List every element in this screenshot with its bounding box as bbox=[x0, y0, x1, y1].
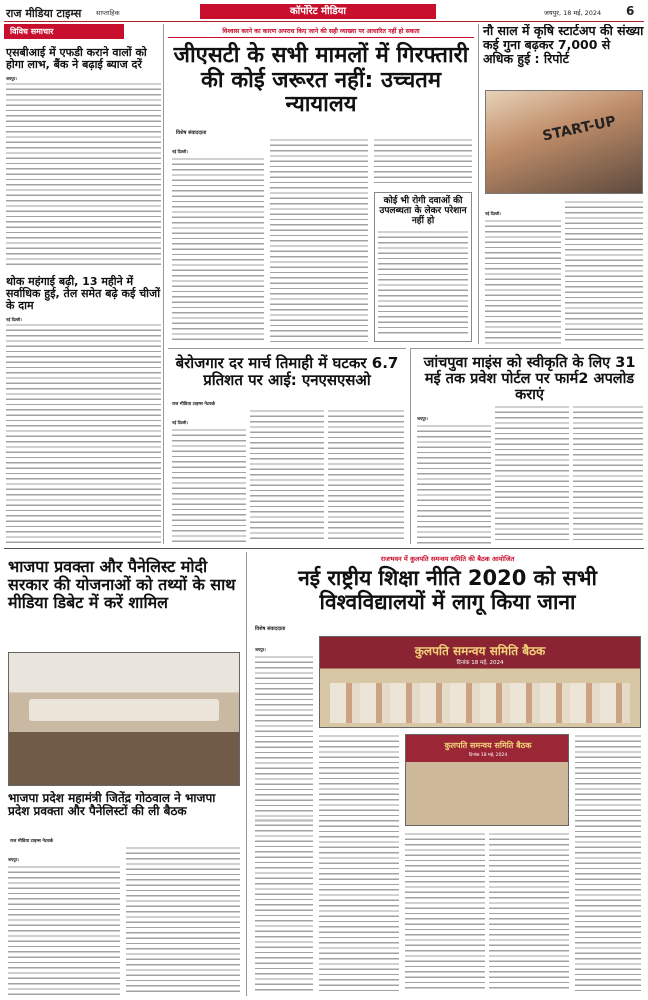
bjp-dateline: जयपुर। bbox=[8, 857, 19, 862]
lead-column-1 bbox=[172, 138, 264, 342]
unemployment-column-2 bbox=[250, 409, 324, 543]
issue-date: जयपुर, 18 मई, 2024 bbox=[544, 9, 602, 17]
sidebar-story1-headline: एसबीआई में एफडी कराने वालों को होगा लाभ, बैंक ने बढ़ाई ब्याज दरें bbox=[6, 46, 147, 72]
infobox-headline: कोई भी रोगी दवाओं की उपलब्धता के लेकर परेशान नहीं हो bbox=[379, 196, 467, 227]
lead-kicker: विश्वास करने का कारण अपराध किए जाने की सही व्याख्या पर आधारित नहीं हो सकता bbox=[168, 24, 474, 38]
startup-column-2 bbox=[565, 200, 643, 342]
bjp-byline: राज मीडिया टाइम्स नेटवर्क bbox=[10, 839, 54, 844]
sidebar-story2-dateline: नई दिल्ली। bbox=[6, 316, 22, 322]
education-photo-1 bbox=[319, 636, 641, 728]
sidebar-section-label: विविध समाचार bbox=[4, 24, 124, 39]
education-column-5 bbox=[489, 832, 569, 992]
unemployment-column-1 bbox=[172, 409, 246, 543]
sidebar-story2-body bbox=[6, 317, 161, 544]
lead-column-3 bbox=[374, 138, 472, 186]
masthead bbox=[4, 4, 644, 22]
mines-column-2 bbox=[495, 405, 569, 543]
mines-column-1 bbox=[417, 405, 491, 543]
lead-column-2 bbox=[270, 138, 368, 342]
startup-dateline: नई दिल्ली। bbox=[485, 211, 501, 216]
education-headline: नई राष्ट्रीय शिक्षा नीति 2020 को सभी विश्वविद्यालयों में लागू किया जाना bbox=[298, 566, 597, 614]
education-column-6 bbox=[575, 734, 641, 992]
bjp-column-1 bbox=[8, 846, 120, 994]
education-kicker: राजभवन में कुलपति समन्वय समिति की बैठक आयोजित bbox=[380, 555, 515, 563]
bjp-photo bbox=[8, 652, 240, 786]
sidebar-story2-headline: थोक महंगाई बढ़ी, 13 महीने में सर्वाधिक हुई, तेल समेत बढ़े कई चीजों के दाम bbox=[6, 274, 161, 313]
mines-story bbox=[410, 348, 644, 544]
education-column-4 bbox=[405, 832, 485, 992]
sidebar bbox=[4, 24, 164, 544]
sidebar-story1-dateline: जयपुर। bbox=[6, 75, 17, 81]
unemployment-column-3 bbox=[328, 409, 404, 543]
unemployment-dateline: नई दिल्ली। bbox=[172, 420, 188, 425]
lead-story bbox=[168, 24, 474, 344]
education-byline: विशेष संवाददाता bbox=[255, 626, 286, 632]
section-banner: कॉर्पोरेट मीडिया bbox=[200, 4, 436, 19]
photo1-date: दिनांक 18 मई, 2024 bbox=[456, 660, 504, 666]
bjp-story bbox=[4, 552, 242, 996]
unemployment-headline: बेरोजगार दर मार्च तिमाही में घटकर 6.7 प्रतिशत पर आई: एनएसएसओ bbox=[175, 354, 399, 389]
education-photo-2 bbox=[405, 734, 569, 826]
bjp-caption: भाजपा प्रदेश महामंत्री जितेंद्र गोठवाल ने भाजपा प्रदेश प्रवक्ता और पैनेलिस्टों की ली बैठक bbox=[8, 791, 216, 819]
lead-dateline: नई दिल्ली। bbox=[172, 149, 188, 154]
education-story bbox=[246, 552, 644, 996]
mines-dateline: जयपुर। bbox=[417, 416, 428, 421]
section-divider bbox=[4, 548, 644, 549]
lead-byline: विशेष संवाददाता bbox=[176, 130, 207, 136]
sidebar-story1-body bbox=[6, 76, 161, 264]
mines-headline: जांचपुवा माइंस को स्वीकृति के लिए 31 मई तक प्रवेश पोर्टल पर फार्म2 अपलोड कराएं bbox=[423, 355, 636, 404]
startup-photo bbox=[485, 90, 643, 194]
unemployment-story bbox=[168, 348, 406, 544]
startup-headline: नौ साल में कृषि स्टार्टअप की संख्या कई गुना बढ़कर 7,000 से अधिक हुई : रिपोर्ट bbox=[483, 24, 644, 66]
startup-column-1 bbox=[485, 200, 561, 342]
page-number: 6 bbox=[626, 4, 635, 18]
education-column-3 bbox=[255, 818, 313, 992]
bjp-headline: भाजपा प्रवक्ता और पैनेलिस्ट मोदी सरकार की योजनाओं को तथ्यों के साथ मीडिया डिबेट में करें शामिल bbox=[8, 557, 236, 612]
education-column-1 bbox=[255, 636, 313, 812]
startup-photo-text: START-UP bbox=[541, 113, 618, 145]
unemployment-byline: राज मीडिया टाइम्स नेटवर्क bbox=[172, 402, 216, 407]
education-column-2 bbox=[319, 734, 399, 992]
photo2-date: दिनांक 18 मई, 2024 bbox=[468, 753, 508, 758]
photo1-banner: कुलपति समन्वय समिति बैठक bbox=[414, 644, 546, 658]
lead-headline: जीएसटी के सभी मामलों में गिरफ्तारी की कोई जरूरत नहीं: उच्चतम न्यायालय bbox=[173, 43, 469, 118]
paper-subtitle: साप्ताहिक bbox=[96, 9, 120, 17]
lead-infobox bbox=[374, 192, 472, 342]
photo2-banner: कुलपति समन्वय समिति बैठक bbox=[444, 741, 532, 750]
startup-story bbox=[478, 24, 644, 344]
bjp-column-2 bbox=[126, 846, 240, 994]
education-dateline: जयपुर। bbox=[255, 647, 266, 652]
mines-column-3 bbox=[573, 405, 643, 543]
paper-title: राज मीडिया टाइम्स bbox=[6, 7, 82, 20]
